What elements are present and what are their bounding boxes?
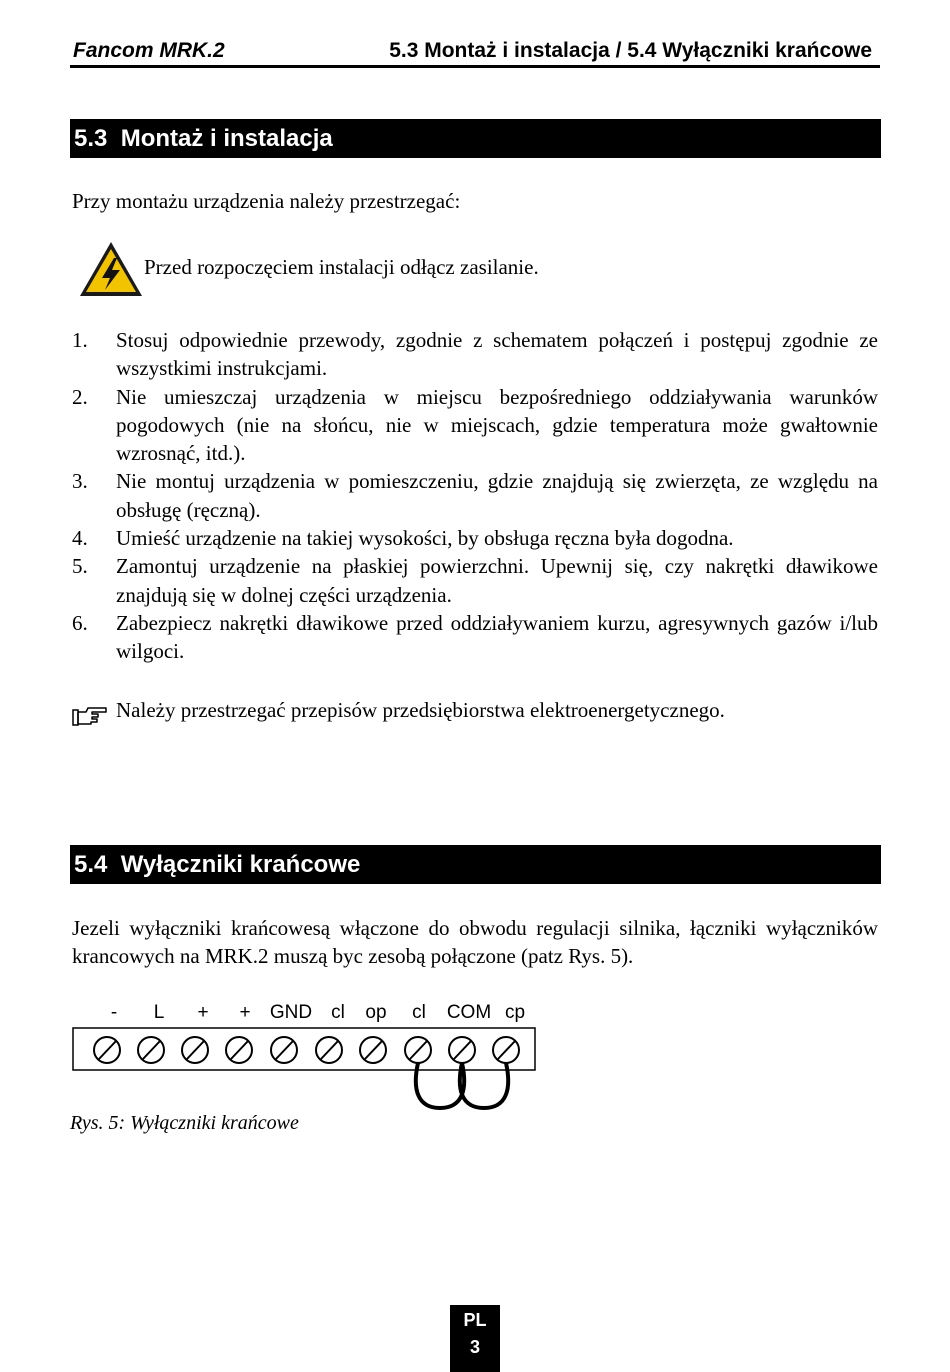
page-number: 3 [469,1337,480,1357]
language-code: PL [463,1310,487,1330]
list-item-text: Stosuj odpowiednie przewody, zgodnie z schematem połączeń i postępuj zgodnie ze wszystkimi instrukcjami. [116,328,878,381]
terminal-screw-icon [405,1037,431,1063]
terminal-label: op [365,1002,387,1023]
terminal-screw-icon [138,1037,164,1063]
terminal-screw-icon [449,1037,475,1063]
terminal-screw-icon [94,1037,120,1063]
terminal-label: cl [331,1002,345,1023]
terminal-label: + [239,1002,251,1023]
terminal-screw-icon [182,1037,208,1063]
terminal-label: cl [412,1002,426,1023]
intro-text: Przy montażu urządzenia należy przestrzegać: [72,189,461,213]
terminal-label: cp [504,1002,526,1023]
section-title-5-4: 5.4 Wyłączniki krańcowe [70,845,881,884]
section-title-5-3: 5.3 Montaż i instalacja [70,119,881,158]
terminal-label: L [153,1002,165,1023]
list-item-text: Zabezpiecz nakrętki dławikowe przed oddziaływaniem kurzu, agresywnych gazów i/lub wilgoci. [116,610,878,664]
list-item-text: Nie umieszczaj urządzenia w miejscu bezpośredniego oddziaływania warunków pogodowych (nie na słońcu, nie w miejscach, gdzie temperatura może gwałtownie wzrosnąć, itd.). [116,384,878,466]
list-item-number: 3. [72,469,88,494]
terminal-screw-icon [226,1037,252,1063]
terminal-label: GND [269,1002,313,1023]
list-item-text: Umieść urządzenie na takiej wysokości, by obsługa ręczna była dogodna. [116,526,734,551]
terminal-screw-icon [271,1037,297,1063]
list-item-number: 1. [72,328,88,352]
page-number-box [450,1305,500,1372]
terminal-label: + [197,1002,209,1023]
header-section: 5.3 Montaż i instalacja / 5.4 Wyłączniki krańcowe [389,39,872,62]
terminal-screw-icon [316,1037,342,1063]
list-item-number: 2. [72,384,88,409]
figure-caption: Rys. 5: Wyłączniki krańcowe [70,1112,299,1134]
header-brand: Fancom MRK.2 [73,39,225,62]
list-item-text: Nie montuj urządzenia w pomieszczeniu, gdzie znajdują się zwierzęta, ze względu na obsługę (ręczną). [116,469,878,522]
list-item-number: 4. [72,526,88,551]
terminal-screw-icon [360,1037,386,1063]
terminal-screw-icon [493,1037,519,1063]
warning-text: Przed rozpoczęciem instalacji odłącz zasilanie. [144,255,539,279]
terminal-label: COM [446,1002,492,1023]
list-item-number: 6. [72,610,88,635]
terminal-label: - [110,1002,118,1023]
terminal-block [73,1028,535,1070]
list-item-number: 5. [72,554,88,579]
limit-switch-text: Jezeli wyłączniki krańcowesą włączone do obwodu regulacji silnika, łączniki wyłączników krancowych na MRK.2 muszą byc zesobą połączone (patz Rys. 5). [72,916,878,968]
list-item-text: Zamontuj urządzenie na płaskiej powierzchni. Upewnij się, czy nakrętki dławikowe znajdują się w dolnej części urządzenia. [116,554,878,607]
note-text: Należy przestrzegać przepisów przedsiębiorstwa elektroenergetycznego. [116,698,725,722]
